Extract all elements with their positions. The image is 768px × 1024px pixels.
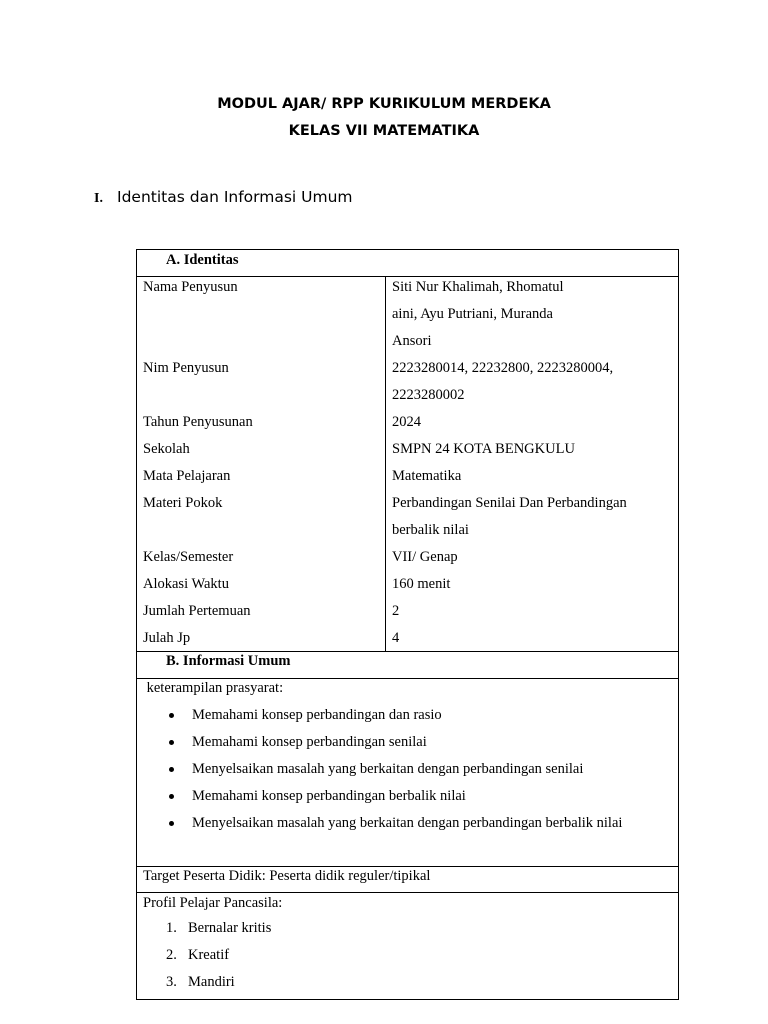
identitas-row-value: 2024 xyxy=(392,414,421,430)
profil-label: Profil Pelajar Pancasila: xyxy=(143,895,283,911)
identitas-row-value: 4 xyxy=(392,630,400,646)
prasyarat-item: Memahami konsep perbandingan senilai xyxy=(192,734,427,750)
identitas-row-value: Perbandingan Senilai Dan Perbandingan xyxy=(392,495,627,511)
bullet-icon xyxy=(169,767,174,772)
identitas-row-value: Matematika xyxy=(392,468,462,484)
identitas-row-label: Alokasi Waktu xyxy=(143,576,229,592)
identitas-row-value: 2 xyxy=(392,603,400,619)
prasyarat-item: Memahami konsep perbandingan dan rasio xyxy=(192,707,442,723)
section-heading xyxy=(94,188,353,207)
identitas-row-label: Tahun Penyusunan xyxy=(143,414,253,430)
informasi-umum-heading: B. Informasi Umum xyxy=(166,653,291,669)
document-title-line-1: MODUL AJAR/ RPP KURIKULUM MERDEKA xyxy=(217,96,551,112)
section-number: I. xyxy=(94,191,103,206)
identitas-row-label: Nim Penyusun xyxy=(143,360,229,376)
profil-item-number: 2. xyxy=(166,947,177,963)
identitas-row-value: 160 menit xyxy=(392,576,451,592)
table-divider xyxy=(137,651,678,652)
profil-item: Mandiri xyxy=(188,974,235,990)
prasyarat-item: Memahami konsep perbandingan berbalik nilai xyxy=(192,788,466,804)
identity-table xyxy=(136,249,679,1000)
identitas-row-value: VII/ Genap xyxy=(392,549,458,565)
bullet-icon xyxy=(169,794,174,799)
identitas-row-value: SMPN 24 KOTA BENGKULU xyxy=(392,441,575,457)
target-peserta-didik: Target Peserta Didik: Peserta didik reguler/tipikal xyxy=(143,868,431,884)
identitas-row-label: Julah Jp xyxy=(143,630,191,646)
prasyarat-label: keterampilan prasyarat: xyxy=(143,680,284,696)
identitas-row-label: Mata Pelajaran xyxy=(143,468,231,484)
identitas-row-label: Materi Pokok xyxy=(143,495,223,511)
table-divider xyxy=(137,866,678,867)
identitas-row-label: Sekolah xyxy=(143,441,190,457)
table-divider xyxy=(137,892,678,893)
table-divider xyxy=(137,678,678,679)
identitas-row-value: aini, Ayu Putriani, Muranda xyxy=(392,306,553,322)
profil-item-number: 3. xyxy=(166,974,177,990)
identitas-row-value: Siti Nur Khalimah, Rhomatul xyxy=(392,279,564,295)
profil-item: Bernalar kritis xyxy=(188,920,272,936)
identitas-row-label: Nama Penyusun xyxy=(143,279,238,295)
identitas-row-label: Kelas/Semester xyxy=(143,549,234,565)
profil-item: Kreatif xyxy=(188,947,230,963)
section-title: Identitas dan Informasi Umum xyxy=(117,188,353,206)
column-divider xyxy=(385,276,386,651)
table-divider xyxy=(137,276,678,277)
bullet-icon xyxy=(169,713,174,718)
identitas-row-label: Jumlah Pertemuan xyxy=(143,603,251,619)
profil-item-number: 1. xyxy=(166,920,177,936)
identitas-row-value: berbalik nilai xyxy=(392,522,469,538)
prasyarat-item: Menyelsaikan masalah yang berkaitan dengan perbandingan senilai xyxy=(192,761,584,777)
document-title-line-2: KELAS VII MATEMATIKA xyxy=(288,123,480,139)
prasyarat-item: Menyelsaikan masalah yang berkaitan dengan perbandingan berbalik nilai xyxy=(192,815,623,831)
bullet-icon xyxy=(169,821,174,826)
bullet-icon xyxy=(169,740,174,745)
identitas-row-value: Ansori xyxy=(392,333,432,349)
identitas-row-value: 2223280002 xyxy=(392,387,465,403)
identitas-row-value: 2223280014, 22232800, 2223280004, xyxy=(392,360,614,376)
identitas-heading: A. Identitas xyxy=(166,252,239,268)
